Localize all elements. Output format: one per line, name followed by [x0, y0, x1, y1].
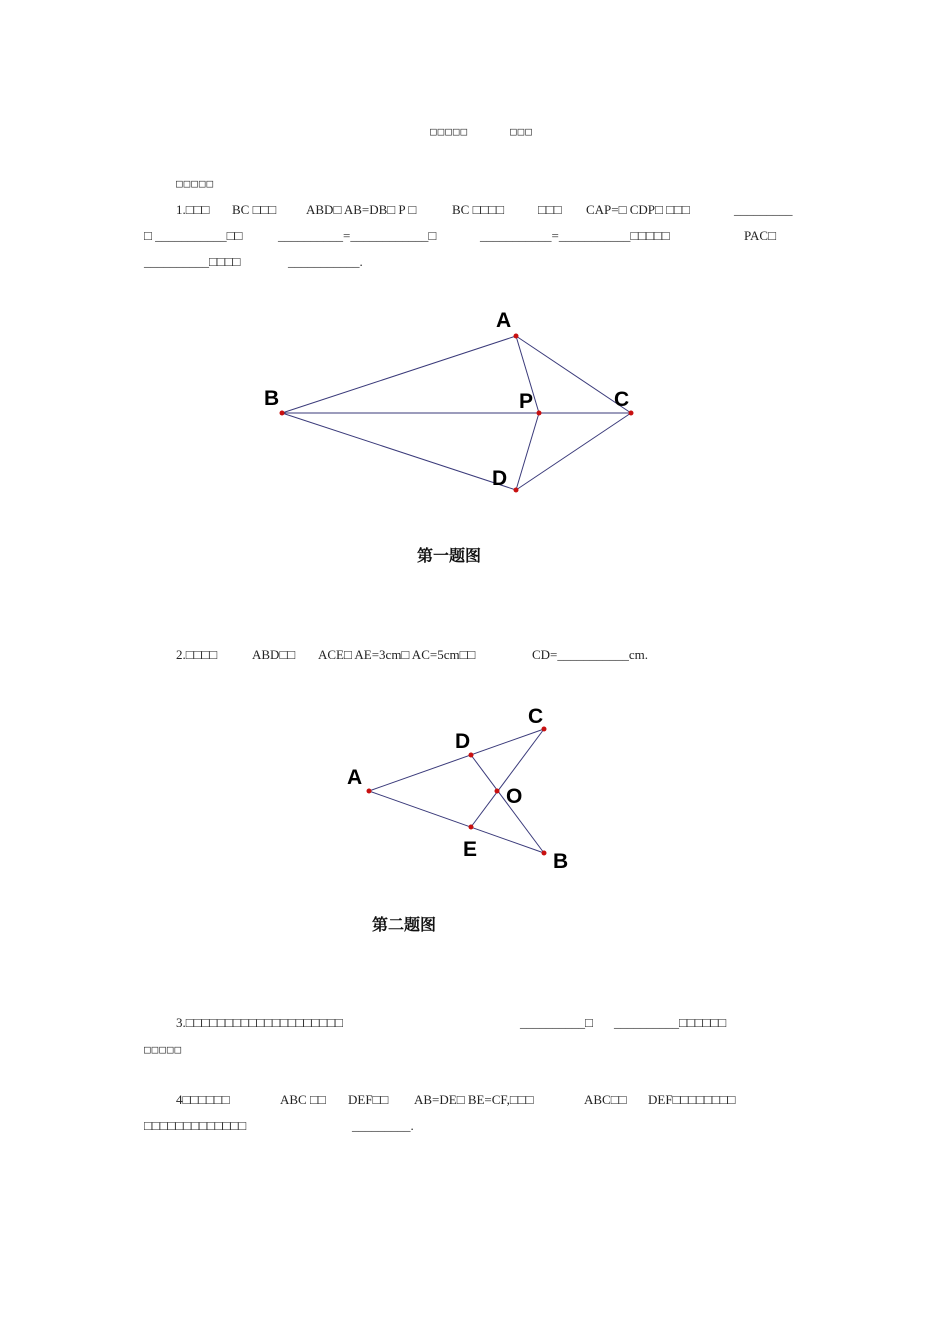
point-A	[367, 789, 372, 794]
label-O: O	[506, 785, 523, 808]
figure-1	[250, 300, 670, 510]
q1-line2-4: PAC□	[744, 228, 776, 243]
point-A	[514, 334, 519, 339]
q1-text-4: BC □□□□	[452, 202, 504, 217]
point-D	[469, 753, 474, 758]
q4-text-6: DEF□□□□□□□□	[648, 1092, 736, 1107]
q4-text-4: AB=DE□ BE=CF,□□□	[414, 1092, 534, 1107]
q4-text-1: 4□□□□□□	[176, 1092, 230, 1107]
q3-text-1: 3.□□□□□□□□□□□□□□□□□□□□	[176, 1015, 343, 1030]
header-left: □□□□□	[430, 125, 469, 138]
q2-text-3: ACE□ AE=3cm□ AC=5cm□□	[318, 647, 476, 662]
q4-blank: _________.	[352, 1118, 414, 1133]
point-E	[469, 825, 474, 830]
q1-text-6: CAP=□ CDP□ □□□	[586, 202, 690, 217]
label-C: C	[528, 705, 544, 728]
q4-text-5: ABC□□	[584, 1092, 627, 1107]
label-D: D	[455, 730, 471, 753]
q1-text-1: 1.□□□	[176, 202, 210, 217]
point-B	[280, 411, 285, 416]
segment-DC	[516, 413, 631, 490]
label-D: D	[492, 467, 508, 490]
segment-BA	[282, 336, 516, 413]
q1-text-3: ABD□ AB=DB□ P □	[306, 202, 417, 217]
q1-text-2: BC □□□	[232, 202, 277, 217]
q1-line2-3: ___________=___________□□□□□	[480, 228, 670, 243]
q3-blank-1: __________□	[520, 1015, 593, 1030]
q2-text-1: 2.□□□□	[176, 647, 218, 662]
point-P	[537, 411, 542, 416]
label-A: A	[496, 309, 512, 332]
label-B: B	[264, 387, 280, 410]
section-title: □□□□□	[176, 177, 215, 190]
q4-line2-1: □□□□□□□□□□□□□	[144, 1118, 247, 1133]
point-C	[629, 411, 634, 416]
q1-line3-2: ___________.	[288, 254, 363, 269]
q1-line2-2: __________=____________□	[278, 228, 437, 243]
q4-text-3: DEF□□	[348, 1092, 389, 1107]
segment-CE	[471, 729, 544, 827]
q2-blank: CD=___________cm.	[532, 647, 649, 662]
q2-text-2: ABD□□	[252, 647, 296, 662]
segment-PD	[516, 413, 539, 490]
point-B	[542, 851, 547, 856]
q1-line3-1: __________□□□□	[144, 254, 241, 269]
header-right: □□□	[510, 125, 533, 138]
point-D	[514, 488, 519, 493]
figure-1-caption: 第一题图	[417, 546, 482, 565]
q3-line2: □□□□□	[144, 1043, 183, 1056]
label-C: C	[614, 388, 630, 411]
label-P: P	[519, 390, 534, 413]
label-B: B	[553, 850, 569, 873]
q1-blank-1: _________	[734, 202, 793, 217]
label-E: E	[463, 838, 478, 861]
figure-1-lines	[282, 336, 631, 490]
q4-text-2: ABC □□	[280, 1092, 326, 1107]
point-O	[495, 789, 500, 794]
figure-2	[340, 700, 580, 875]
q1-line2-1: □ ___________□□	[144, 228, 243, 243]
figure-2-caption: 第二题图	[372, 915, 437, 934]
q1-text-5: □□□	[538, 202, 562, 217]
segment-BD	[282, 413, 516, 490]
q3-blank-2: __________□□□□□□	[614, 1015, 727, 1030]
label-A: A	[347, 766, 363, 789]
